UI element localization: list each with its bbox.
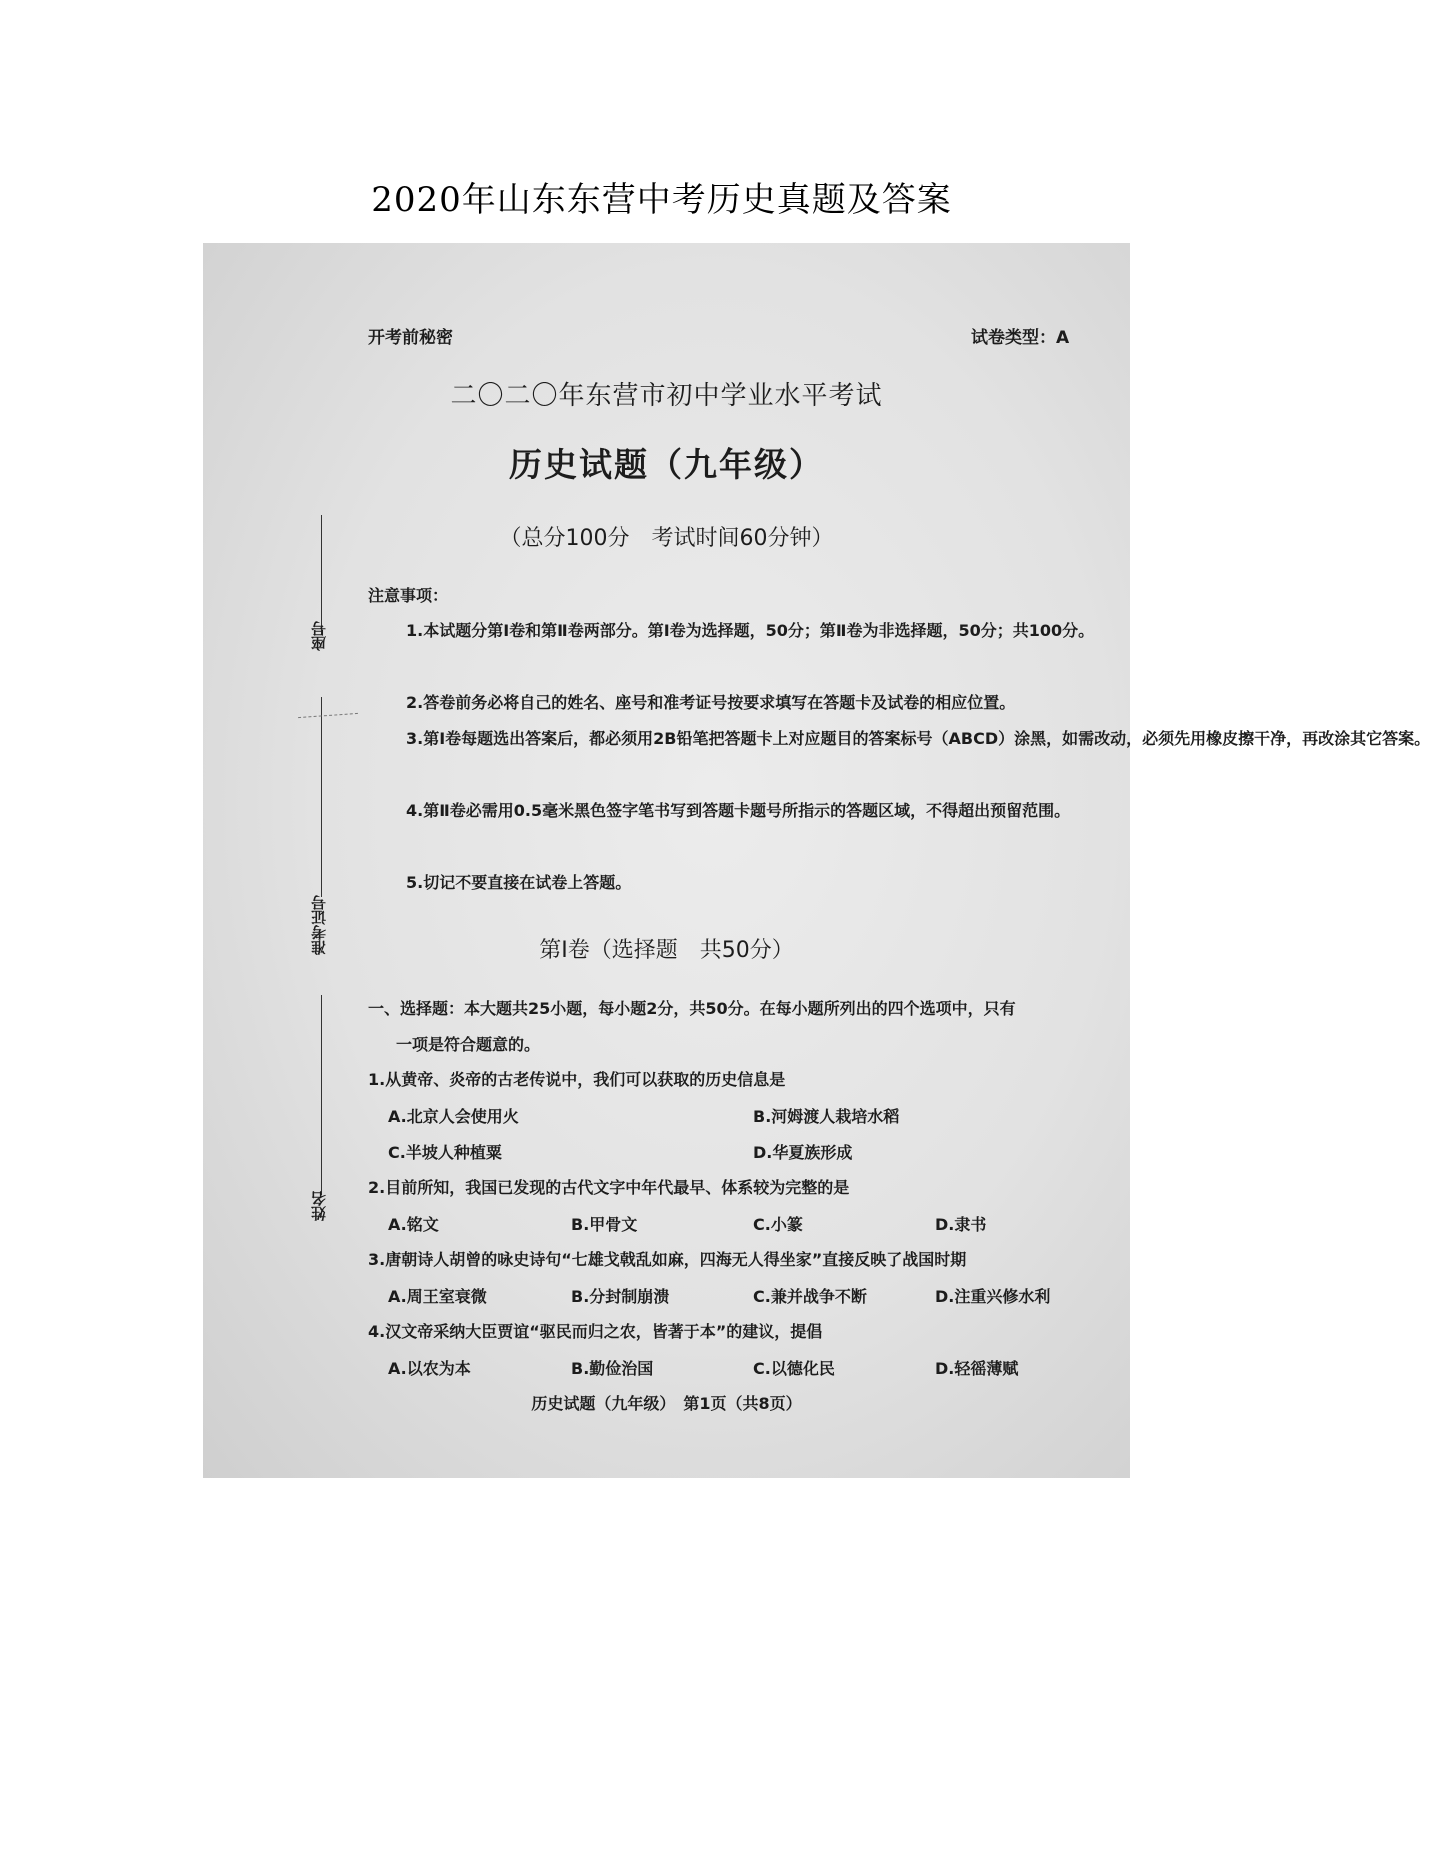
question-option: B.勤俭治国 [571,1359,654,1378]
question-option: A.周王室衰微 [388,1287,487,1306]
binding-line-ticket [321,697,322,897]
question-option: C.以德化民 [753,1359,835,1378]
question-stem: 4.汉文帝采纳大臣贾谊“驱民而归之农，皆著于本”的建议，提倡 [368,1322,823,1341]
note-item: 3.第Ⅰ卷每题选出答案后，都必须用2B铅笔把答题卡上对应题目的答案标号（ABCD）涂黑，如需改动，必须先用橡皮擦干净，再改涂其它答案。 [406,729,1430,748]
choice-intro-line2: 一项是符合题意的。 [396,1035,541,1054]
question-option: D.华夏族形成 [753,1143,853,1162]
question-stem: 3.唐朝诗人胡曾的咏史诗句“七雄戈戟乱如麻，四海无人得坐家”直接反映了战国时期 [368,1250,967,1269]
question-option: B.甲骨文 [571,1215,638,1234]
notes-heading: 注意事项： [368,586,449,605]
secret-label: 开考前秘密 [368,328,453,348]
binding-cut-line [298,713,358,718]
question-stem: 2.目前所知，我国已发现的古代文字中年代最早、体系较为完整的是 [368,1178,850,1197]
question-option: C.半坡人种植粟 [388,1143,502,1162]
question-option: A.铭文 [388,1215,439,1234]
note-item: 2.答卷前务必将自己的姓名、座号和准考证号按要求填写在答题卡及试卷的相应位置。 [406,693,1016,712]
question-option: A.以农为本 [388,1359,471,1378]
question-option: D.隶书 [935,1215,987,1234]
question-option: C.小篆 [753,1215,803,1234]
question-option: B.河姆渡人栽培水稻 [753,1107,900,1126]
question-option: C.兼并战争不断 [753,1287,867,1306]
note-item: 1.本试题分第Ⅰ卷和第Ⅱ卷两部分。第Ⅰ卷为选择题，50分；第Ⅱ卷为非选择题，50分；共100分。 [406,621,1095,640]
binding-label-name: 姓名 [310,1191,328,1221]
page-footer: 历史试题（九年级） 第1页（共8页） [531,1394,802,1413]
choice-intro-line1: 一、选择题：本大题共25小题，每小题2分，共50分。在每小题所列出的四个选项中，只有 [368,999,1016,1018]
exam-scan-image [203,243,1430,1478]
exam-name: 二〇二〇年东营市初中学业水平考试 [450,381,883,411]
choice-section-intro [368,991,1098,1063]
question-option: B.分封制崩溃 [571,1287,670,1306]
question-option: D.注重兴修水利 [935,1287,1051,1306]
binding-label-ticket: 准考证号 [310,895,328,955]
document-title: 2020年山东东营中考历史真题及答案 [371,180,952,220]
binding-line-name [321,995,322,1195]
note-item: 5.切记不要直接在试卷上答题。 [406,873,632,892]
note-item: 4.第Ⅱ卷必需用0.5毫米黑色签字笔书写到答题卡题号所指示的答题区域，不得超出预留范围。 [406,801,1071,820]
question-option: A.北京人会使用火 [388,1107,519,1126]
question-stem: 1.从黄帝、炎帝的古老传说中，我们可以获取的历史信息是 [368,1070,786,1089]
paper-type-label: 试卷类型：A [971,328,1070,348]
score-time: （总分100分 考试时间60分钟） [499,526,834,551]
section-title: 第Ⅰ卷（选择题 共50分） [539,938,794,963]
subject-title: 历史试题（九年级） [509,445,824,484]
question-option: D.轻徭薄赋 [935,1359,1019,1378]
binding-label-seat: 座号 [310,621,328,651]
